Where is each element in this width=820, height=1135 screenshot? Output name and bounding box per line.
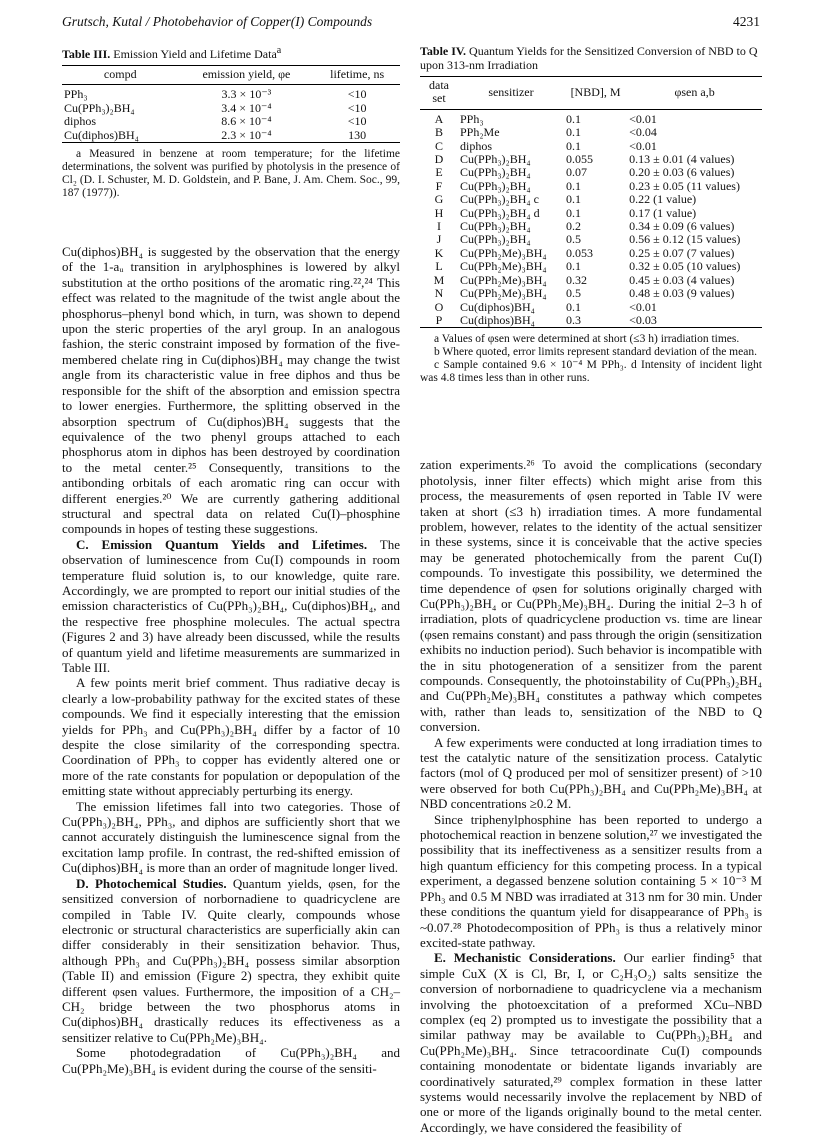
- table-row: [420, 220, 762, 233]
- table-cell: PPh₃: [460, 111, 484, 126]
- table4-footnote: a Values of φsen were determined at short (≤3 h) irradiation times.: [434, 333, 740, 346]
- table-row: [420, 287, 762, 300]
- table-cell: N: [434, 286, 444, 301]
- table-cell: PPh₂Me: [460, 125, 500, 140]
- table3-caption: Emission Yield and Lifetime Data: [113, 47, 277, 61]
- table-cell: 0.1: [565, 205, 581, 220]
- table-cell: PPh₃: [64, 87, 88, 102]
- table-row: [420, 140, 762, 153]
- table-cell: 0.3: [565, 312, 581, 327]
- table3-footnote: a Measured in benzene at room temperature; for the lifetime determinations, the solvent was purified by photolysis in the presence of Cl₂ (D. I. Schuster, M. D. Goldstein, and P. Bane, J. Am. Chem. Soc., 99, 187 (1977)).: [62, 148, 400, 200]
- table-cell: Cu(PPh₂Me)₃BH₄: [460, 259, 547, 274]
- table-cell: 0.1: [565, 299, 581, 314]
- table-row: [62, 85, 400, 102]
- table4-header: data set: [429, 78, 449, 106]
- left-column: [62, 44, 400, 1076]
- table-cell: 0.1: [565, 259, 581, 274]
- table-cell: 0.5: [565, 232, 581, 247]
- table-cell: <0.01: [629, 111, 657, 126]
- table-cell: 0.2: [565, 219, 581, 234]
- table-row: [420, 180, 762, 193]
- table-cell: 130: [348, 127, 367, 142]
- running-title: Grutsch, Kutal / Photobehavior of Copper(I) Compounds: [62, 14, 373, 29]
- table-cell: L: [435, 259, 443, 274]
- paragraph: Cu(diphos)BH₄ is suggested by the observation that the energy of the 1-aᵤ transition in arylphosphines is lowered by alkyl substitution at the ortho positions of the aromatic ring.²²,²⁴ This effect was related to the magnitude of the twist angle about the phosphorus–phenyl bond which, in turn, was shown to depend upon the steric properties of the aryl group. In an analogous fashion, the steric constraint imposed by formation of the five-membered chelate ring in Cu(diphos)BH₄ may change the twist angle from its characteristic value in free diphos and thus be responsible for the shift of the absorption and emission spectra to lower energies. Furthermore, the splitting observed in the absorption spectrum of Cu(diphos)BH₄ suggests that the equivalence of the two phenyl groups attached to each phosphorus atom in diphos has been destroyed by coordination to the metal center.²⁵ Consequently, transitions to the antibonding orbitals of each aromatic ring can occur with different energies.²⁰ We are currently gathering additional structural and spectral data on related Cu(I)–phosphine compounds in hopes of testing these suggestions.: [62, 244, 400, 537]
- table-cell: A: [434, 111, 444, 126]
- table-cell: Cu(PPh₂Me)₃BH₄: [460, 245, 547, 260]
- table-cell: Cu(PPh₃)₂BH₄: [460, 219, 531, 234]
- table-cell: 0.23 ± 0.05 (11 values): [629, 178, 740, 193]
- table-cell: Cu(PPh₃)₂BH₄: [64, 100, 135, 115]
- table-cell: B: [434, 125, 443, 140]
- table-cell: 0.22 (1 value): [629, 192, 697, 207]
- table-row: [420, 233, 762, 246]
- paragraph-body: Our earlier finding⁵ that simple CuX (X is Cl, Br, I, or C₂H₃O₂) salts sensitize the conversion of norbornadiene to quadricyclene via a mechanism involving the photoexcitation of a preformed XCu–NBD complex (eq 2) prompted us to investigate the possibility that a similar pathway may be available to Cu(PPh₃)₂BH₄ and Cu(PPh₂Me)₃BH₄. Since tetracoordinate Cu(I) compounds containing monodentate or bidentate ligands invariably are coordinatively saturated,²⁹ complex formation in these latter systems would necessarily involve the replacement by NBD of one or more of the ligands originally bound to the metal center. Accordingly, we have considered the feasibility of: [420, 950, 762, 1135]
- table4-label: Table IV.: [420, 44, 467, 58]
- table-row: [420, 274, 762, 287]
- paragraph: A few points merit brief comment. Thus radiative decay is clearly a low-probability pathway for the excited states of these compounds. We find it especially interesting that the emission yields for PPh₃ and Cu(PPh₃)₂BH₄ differ by a factor of 10 despite the close similarity of the corresponding spectra. Coordination of PPh₃ to copper has evidently altered one or more of the rate constants for population or depopulation of the emitting state without appreciably perturbing its energy.: [62, 675, 400, 799]
- table4-footnote: c Sample contained 9.6 × 10⁻⁴ M PPh₃. d Intensity of incident light was 4.8 times less than in other runs.: [420, 359, 762, 385]
- table-cell: Cu(PPh₃)₂BH₄: [460, 178, 531, 193]
- table-cell: <10: [347, 114, 367, 129]
- paragraph-body: The observation of luminescence from Cu(I) compounds in room temperature fluid solution is, to our knowledge, quite rare. Accordingly, we are prompted to report our initial studies of the emission characteristics of Cu(PPh₃)₂BH₄, Cu(diphos)BH₄, and the respective free phosphine molecules. The actual spectra (Figures 2 and 3) have already been discussed, while the results of quantum yield and lifetime measurements are summarized in Table III.: [62, 536, 400, 675]
- table-cell: Cu(PPh₂Me)₃BH₄: [460, 272, 547, 287]
- table-cell: 0.5: [565, 286, 581, 301]
- section-d-paragraph: [62, 876, 400, 1045]
- section-heading: D. Photochemical Studies.: [76, 875, 227, 891]
- table-row: [420, 126, 762, 139]
- table-cell: D: [434, 152, 444, 167]
- paragraph-body: Quantum yields, φsen, for the sensitized conversion of norbornadiene to quadricyclene are compiled in Table IV. Quite clearly, compounds whose electronic or structural characteristics are superficially akin can differ considerably in their sensitization behavior. Thus, although PPh₃ and Cu(PPh₃)₂BH₄ possess similar absorption (Table II) and emission (Figure 2) spectra, they exhibit quite different φsen values. Furthermore, the imposition of a CH₂–CH₂ bridge between the two phosphorus atoms in Cu(diphos)BH₄ drastically reduces its effectiveness as a sensitizer relative to Cu(PPh₂Me)₃BH₄.: [62, 875, 400, 1045]
- table-cell: Cu(PPh₃)₂BH₄: [460, 232, 531, 247]
- table-row: [62, 102, 400, 115]
- table-cell: <0.01: [629, 138, 657, 153]
- table3-header: emission yield, φe: [202, 67, 291, 81]
- table-cell: 0.48 ± 0.03 (9 values): [629, 286, 735, 301]
- table-cell: 0.13 ± 0.01 (4 values): [629, 152, 735, 167]
- table-cell: 3.3 × 10⁻³: [221, 87, 272, 102]
- table-cell: 0.053: [565, 245, 593, 260]
- table-cell: 3.4 × 10⁻⁴: [221, 100, 272, 115]
- paragraph: zation experiments.²⁶ To avoid the complications (secondary photolysis, inner filter effects) which might arise from this process, the measurements of φsen reported in Table IV were taken at short (≤3 h) irradiation times. A more fundamental problem, however, relates to the identity of the actual sensitizer in these systems, since it is conceivable that the active species may be generated photochemically from the parent Cu(I) compounds. To investigate this possibility, we determined the time dependence of φsen for solutions originally charged with Cu(PPh₃)₂BH₄ or Cu(PPh₂Me)₃BH₄. During the initial 2–3 h of irradiation, plots of quadricyclene production vs. time are linear (φsen remains constant) and pass through the origin (sensitization exhibits no induction period). Such behavior is incompatible with the in situ photogeneration of a sensitizer from the parent compounds. Consequently, the photoinstability of Cu(PPh₃)₂BH₄ and Cu(PPh₂Me)₃BH₄ constitutes a pathway which competes with, rather than leads to, sensitization of the NBD to Q conversion.: [420, 457, 762, 735]
- table-cell: 0.1: [565, 125, 581, 140]
- table-cell: C: [434, 138, 443, 153]
- table-cell: O: [434, 299, 444, 314]
- table-cell: Cu(PPh₃)₂BH₄: [460, 165, 531, 180]
- paragraph: Since triphenylphosphine has been reported to undergo a photochemical reaction in benzene solution,²⁷ we investigated the possibility that its ineffectiveness as a sensitizer results from a high quantum efficiency for this competing process. In a typical experiment, a degassed benzene solution containing 5 × 10⁻³ M PPh₃ and 0.5 M NBD was irradiated at 313 nm for 30 min. Under these conditions the quantum yield for disappearance of PPh₃ is ~0.07.²⁸ Photodecomposition of PPh₃ is thus a relatively minor excited-state pathway.: [420, 811, 762, 950]
- table4-caption: Quantum Yields for the Sensitized Conversion of NBD to Q upon 313-nm Irradiation: [420, 44, 758, 72]
- table-cell: <0.04: [629, 125, 657, 140]
- table-cell: <0.01: [629, 299, 657, 314]
- table-cell: P: [435, 312, 443, 327]
- table4-footnote: b Where quoted, error limits represent standard deviation of the mean.: [434, 346, 757, 359]
- table-row: [62, 115, 400, 128]
- table-cell: Cu(PPh₃)₂BH₄ c: [460, 192, 539, 207]
- table-cell: diphos: [460, 138, 493, 153]
- section-c-paragraph: [62, 537, 400, 676]
- table-cell: 8.6 × 10⁻⁴: [221, 114, 272, 129]
- table-cell: M: [433, 272, 445, 287]
- spacer: [420, 385, 762, 457]
- table3: [62, 65, 400, 143]
- table-cell: F: [435, 178, 443, 193]
- table-row: [420, 166, 762, 179]
- table-cell: 0.45 ± 0.03 (4 values): [629, 272, 735, 287]
- section-e-paragraph: [420, 950, 762, 1135]
- table-cell: Cu(PPh₂Me)₃BH₄: [460, 286, 547, 301]
- table-cell: 0.1: [565, 192, 581, 207]
- table-cell: G: [434, 192, 444, 207]
- table-cell: <10: [347, 100, 367, 115]
- table-cell: Cu(diphos)BH₄: [64, 127, 139, 142]
- table4-header-row: [420, 77, 762, 110]
- paragraph: The emission lifetimes fall into two categories. Those of Cu(PPh₃)₂BH₄, PPh₃, and diphos are sufficiently short that we cannot accurately distinguish the luminescence signal from the excitation lamp profile. In contrast, the red-shifted emission of Cu(diphos)BH₄ is more than an order of magnitude longer lived.: [62, 798, 400, 876]
- table-row: [420, 207, 762, 220]
- table-cell: Cu(diphos)BH₄: [460, 312, 535, 327]
- paragraph: A few experiments were conducted at long irradiation times to test the catalytic nature of the sensitization process. Catalytic factors (mol of Q produced per mol of sensitizer present) of >10 were observed for both Cu(PPh₃)₂BH₄ and Cu(PPh₂Me)₃BH₄ at NBD concentrations ≥0.2 M.: [420, 734, 762, 812]
- table4-header: sensitizer: [488, 84, 534, 99]
- table-cell: 0.1: [565, 111, 581, 126]
- table-row: [420, 109, 762, 126]
- table4-header: [NBD], M: [570, 84, 621, 99]
- table4-title: [420, 44, 762, 72]
- table-row: [420, 247, 762, 260]
- table-cell: 0.07: [565, 165, 587, 180]
- paragraph: Some photodegradation of Cu(PPh₃)₂BH₄ and Cu(PPh₂Me)₃BH₄ is evident during the course of the sensiti-: [62, 1045, 400, 1076]
- table-cell: 0.1: [565, 138, 581, 153]
- table4-header: φsen a,b: [674, 84, 715, 99]
- table3-header: compd: [103, 67, 137, 81]
- table3-caption-mark: a: [276, 45, 282, 56]
- table-row: [420, 193, 762, 206]
- section-heading: E. Mechanistic Considerations.: [434, 950, 616, 966]
- table-cell: H: [434, 205, 444, 220]
- table-cell: E: [435, 165, 443, 180]
- table-cell: Cu(diphos)BH₄: [460, 299, 535, 314]
- section-heading: C. Emission Quantum Yields and Lifetimes.: [76, 536, 368, 552]
- table-row: [420, 301, 762, 314]
- table-cell: 0.1: [565, 178, 581, 193]
- table-row: [420, 314, 762, 328]
- table-cell: Cu(PPh₃)₂BH₄ d: [460, 205, 540, 220]
- table3-title: [62, 44, 400, 61]
- page-number: 4231: [733, 14, 760, 29]
- right-column: [420, 44, 762, 1135]
- table3-header-row: [62, 66, 400, 85]
- table-cell: 0.56 ± 0.12 (15 values): [629, 232, 741, 247]
- table-cell: 0.17 (1 value): [629, 205, 697, 220]
- table-cell: 0.055: [565, 152, 593, 167]
- table-cell: diphos: [64, 114, 97, 129]
- table-cell: 2.3 × 10⁻⁴: [221, 127, 272, 142]
- table-cell: Cu(PPh₃)₂BH₄: [460, 152, 531, 167]
- table-cell: J: [436, 232, 442, 247]
- page-header: [62, 14, 760, 32]
- table-cell: 0.32 ± 0.05 (10 values): [629, 259, 741, 274]
- table-cell: 0.20 ± 0.03 (6 values): [629, 165, 735, 180]
- table3-label: Table III.: [62, 47, 111, 61]
- table-row: [62, 129, 400, 143]
- table-cell: <10: [347, 87, 367, 102]
- table-cell: 0.25 ± 0.07 (7 values): [629, 245, 735, 260]
- table4: [420, 76, 762, 328]
- spacer: [62, 200, 400, 244]
- table-cell: <0.03: [629, 312, 657, 327]
- table-cell: I: [437, 219, 441, 234]
- table-row: [420, 153, 762, 166]
- table3-header: lifetime, ns: [330, 67, 385, 81]
- table-row: [420, 260, 762, 273]
- table-cell: 0.34 ± 0.09 (6 values): [629, 219, 735, 234]
- table-cell: 0.32: [565, 272, 587, 287]
- table4-body: [420, 109, 762, 328]
- table-cell: K: [434, 245, 444, 260]
